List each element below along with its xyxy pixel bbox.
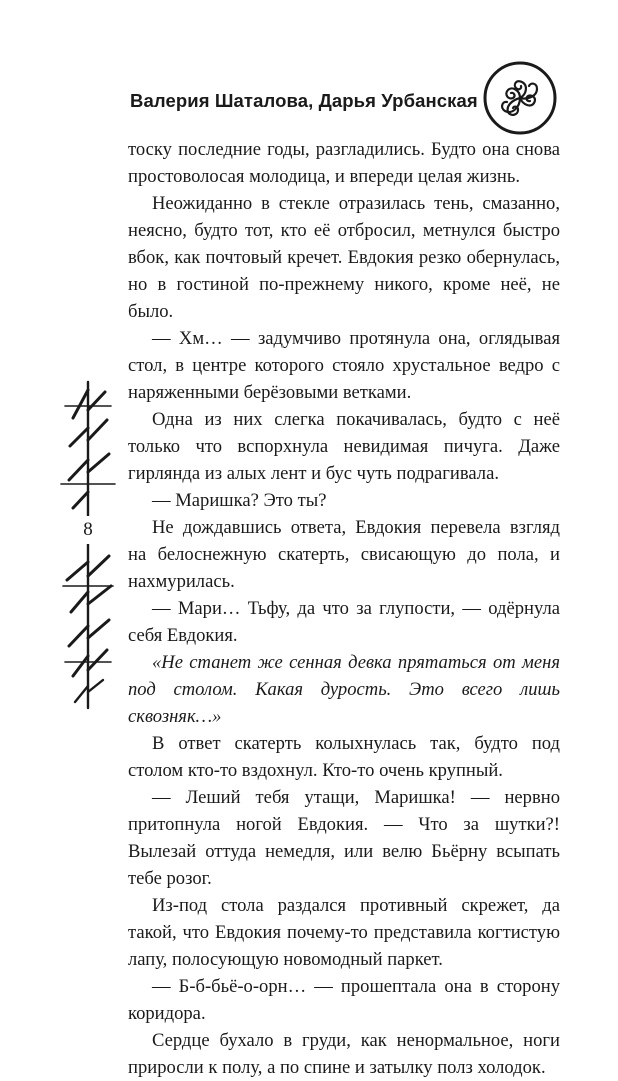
paragraph: — Маришка? Это ты? (152, 490, 327, 511)
paragraph: — Хм… — задумчиво протянула она, оглядывая стол, в центре которого стояло хрустальное ведро с наряженными берёзовыми ветками. (128, 328, 560, 403)
paragraph: тоску последние годы, разгладились. Будто она снова простоволосая молодица, и впереди целая жизнь. (128, 139, 560, 187)
paragraph: Сердце бухало в груди, как ненормальное, ноги приросли к полу, а по спине и затылку полз холодок. (128, 1030, 560, 1078)
paragraph: — Б-б-бьё-о-орн… — прошептала она в сторону коридора. (128, 976, 560, 1024)
paragraph: Одна из них слегка покачивалась, будто с неё только что вспорхнула невидимая пичуга. Даже гирлянда из алых лент и бус чуть подрагивала. (128, 409, 560, 484)
page-number: 8 (70, 516, 106, 544)
paragraph: — Леший тебя утащи, Маришка! — нервно притопнула ногой Евдокия. — Что за шутки?! Вылезай оттуда немедля, или велю Бьёрну всыпать тебе розог. (128, 787, 560, 889)
running-header-authors: Валерия Шаталова, Дарья Урбанская (130, 90, 478, 111)
body-text (128, 136, 560, 1081)
paragraph: Не дождавшись ответа, Евдокия перевела взгляд на белоснежную скатерть, свисающую до пола, и нахмурилась. (128, 517, 560, 592)
paragraph: Из-под стола раздался противный скрежет, да такой, что Евдокия почему-то представила когтистую лапу, полосующую новомодный паркет. (128, 895, 560, 970)
paragraph: В ответ скатерть колыхнулась так, будто под столом кто-то вздохнул. Кто-то очень крупный. (128, 733, 560, 781)
paragraph: — Мари… Тьфу, да что за глупости, — одёрнула себя Евдокия. (128, 598, 560, 646)
paragraph: Неожиданно в стекле отразилась тень, смазанно, неясно, будто тот, кто её отбросил, метнулся быстро вбок, как почтовый кречет. Евдокия резко обернулась, но в гостиной по-прежнему никого, кроме неё, не было. (128, 193, 560, 322)
rune-ornament (55, 380, 121, 710)
triple-spiral-icon (482, 60, 558, 136)
paragraph-italic-thought: «Не станет же сенная девка прятаться от меня под столом. Какая дурость. Это всего лишь сквозняк…» (128, 652, 560, 727)
